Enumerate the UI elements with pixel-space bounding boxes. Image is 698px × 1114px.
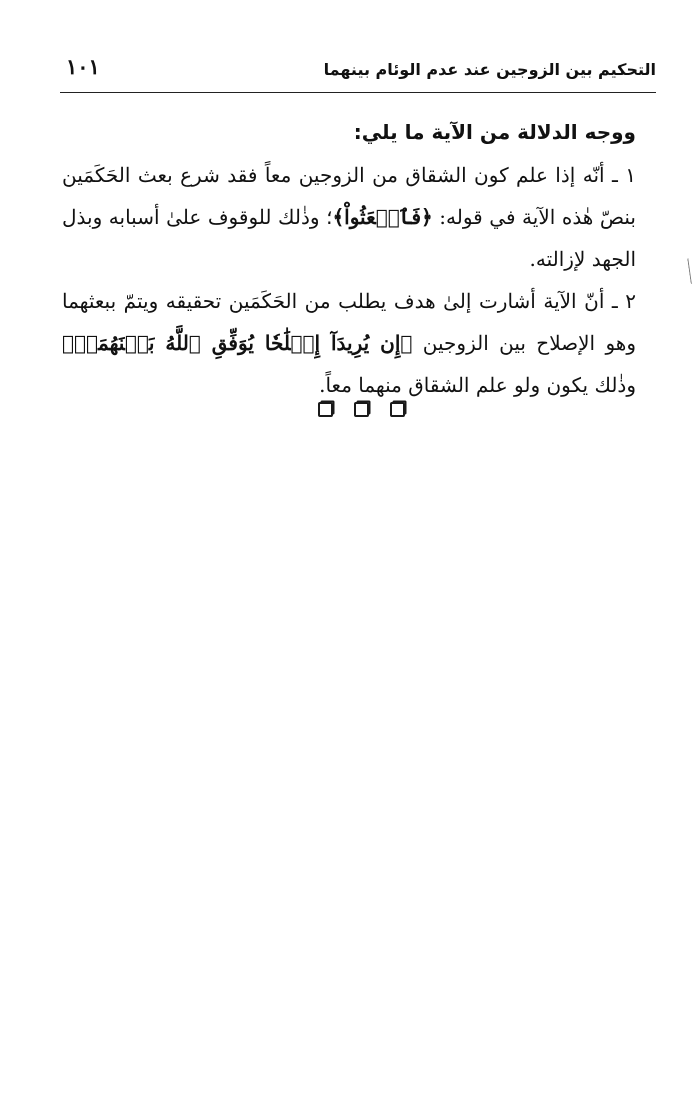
- running-header: [60, 52, 656, 92]
- point-one-text-end: ؛ وذٰلك للوقوف علىٰ أسبابه وبذل الجهد لإزالته.: [62, 205, 636, 271]
- point-one-text-start: ١ ـ أنّه إذا علم كون الشقاق من الزوجين معاً فقد شرع بعث الحَكَمَين بنصّ هٰذه الآية في قوله:: [62, 163, 636, 229]
- point-two-text-end: وذٰلك يكون ولو علم الشقاق منهما معاً.: [319, 373, 636, 397]
- square-ornament-icon: [354, 402, 369, 417]
- page-body: [62, 112, 636, 406]
- section-heading: ووجه الدلالة من الآية ما يلي:: [353, 120, 636, 144]
- quran-quote-in-yurida: ﴿إِن يُرِيدَآ إِصۡلَٰحٗا يُوَفِّقِ ٱللَّهُ بَيۡنَهُمَآۗ﴾: [62, 331, 413, 355]
- section-end-ornaments: [0, 402, 698, 426]
- point-two-text-start: ٢ ـ أنّ الآية أشارت إلىٰ هدف يطلب من الحَكَمَين تحقيقه ويتمّ ببعثهما وهو الإصلاح بين الزوجين: [62, 289, 636, 355]
- quran-quote-fabathu: ﴿فَٱبۡعَثُواْ﴾: [332, 205, 433, 229]
- square-ornament-icon: [318, 402, 333, 417]
- chapter-title: التحكيم بين الزوجين عند عدم الوئام بينهما: [323, 60, 656, 79]
- page-number: ١٠١: [66, 54, 100, 79]
- point-two-paragraph: [62, 280, 636, 406]
- square-ornament-icon: [390, 402, 405, 417]
- scan-margin-mark: [687, 258, 694, 284]
- header-divider: [60, 92, 656, 93]
- point-one-paragraph: [62, 154, 636, 280]
